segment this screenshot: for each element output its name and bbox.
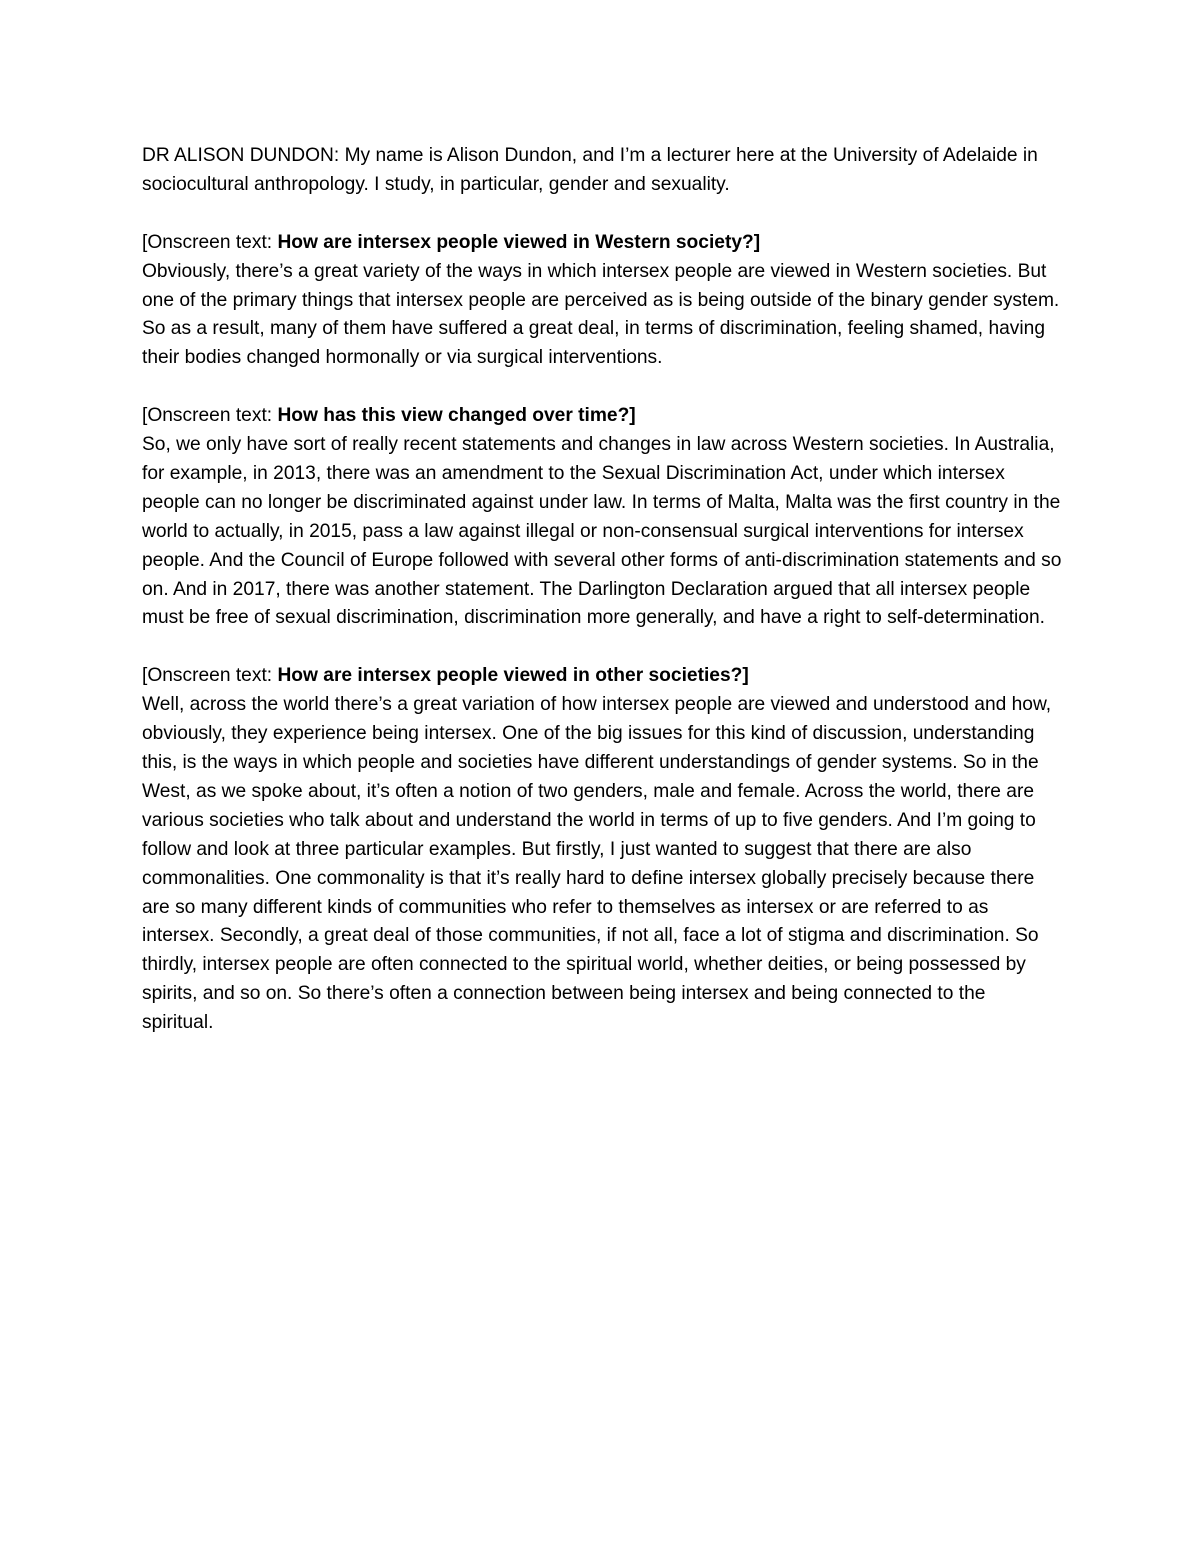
onscreen-question: How are intersex people viewed in other societies?] [277,665,749,687]
answer-text: So, we only have sort of really recent statements and changes in law across Western societies. In Australia, for example, in 2013, there was an amendment to the Sexual Discrimination Act, under which intersex people can no longer be discriminated against under law. In terms of Malta, Malta was the first country in the world to actually, in 2015, pass a law against illegal or non-consensual surgical interventions for intersex people. And the Council of Europe followed with several other forms of anti-discrimination statements and so on. And in 2017, there was another statement. The Darlington Declaration argued that all intersex people must be free of sexual discrimination, discrimination more generally, and have a right to self-determination. [142,434,1062,629]
intro-text: : My name is Alison Dundon, and I’m a lecturer here at the University of Adelaide in sociocultural anthropology. I study, in particular, gender and sexuality. [142,145,1038,195]
speaker-name: DR ALISON DUNDON [142,145,334,166]
onscreen-text-prefix: [Onscreen text: [142,231,278,253]
section-western-view [142,229,1062,374]
intro-paragraph [142,142,1062,200]
answer-text: Well, across the world there’s a great variation of how intersex people are viewed and understood and how, obviously, they experience being intersex. One of the big issues for this kind of discussion, understanding this, is the ways in which people and societies have different understandings of gender systems. So in the West, as we spoke about, it’s often a notion of two genders, male and female. Across the world, there are various societies who talk about and understand the world in terms of up to five genders. And I’m going to follow and look at three particular examples. But firstly, I just wanted to suggest that there are also commonalities. One commonality is that it’s really hard to define intersex globally precisely because there are so many different kinds of communities who refer to themselves as intersex or are referred to as intersex. Secondly, a great deal of those communities, if not all, face a lot of stigma and discrimination. So thirdly, intersex people are often connected to the spiritual world, whether deities, or being possessed by spirits, and so on. So there’s often a connection between being intersex and being connected to the spiritual. [142,694,1052,1034]
onscreen-question: How are intersex people viewed in Western society?] [277,231,761,253]
document-page [142,142,1062,1038]
onscreen-question: How has this view changed over time?] [277,405,636,427]
onscreen-text-prefix: [Onscreen text: [142,665,278,687]
section-other-societies [142,662,1062,1038]
section-view-change [142,402,1062,633]
onscreen-text-prefix: [Onscreen text: [142,405,278,427]
answer-text: Obviously, there’s a great variety of the ways in which intersex people are viewed in Western societies. But one of the primary things that intersex people are perceived as is being outside of the binary gender system. So as a result, many of them have suffered a great deal, in terms of discrimination, feeling shamed, having their bodies changed hormonally or via surgical interventions. [142,260,1060,369]
